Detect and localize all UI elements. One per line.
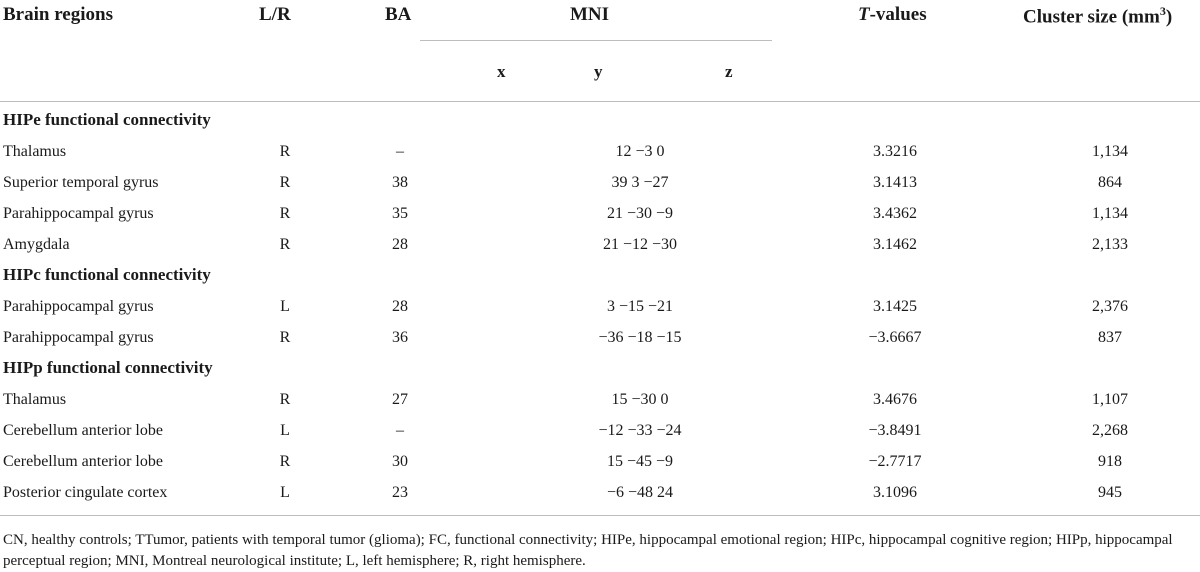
cell-lr: R — [279, 205, 291, 222]
cell-mni: 3 −15 −21 — [606, 298, 674, 315]
header-lr: L/R — [259, 4, 291, 25]
cell-cluster-size: 945 — [1098, 484, 1122, 501]
header-cluster-size — [1023, 4, 1172, 28]
cell-lr: L — [280, 422, 290, 439]
cell-lr: L — [280, 298, 290, 315]
cell-cluster-size: 2,376 — [1092, 298, 1128, 315]
header-ba: BA — [385, 4, 412, 25]
cell-cluster-size: 918 — [1098, 453, 1122, 470]
table-row — [0, 453, 1200, 484]
cell-region: Thalamus — [3, 391, 67, 408]
cell-t-value: 3.3216 — [873, 143, 917, 160]
cell-mni: −36 −18 −15 — [598, 329, 682, 346]
table-row — [0, 484, 1200, 515]
cell-region: Superior temporal gyrus — [3, 174, 159, 191]
table-row — [0, 329, 1200, 360]
mni-underline — [420, 40, 772, 41]
section-title-hipp: HIPp functional connectivity — [3, 358, 213, 377]
cell-mni: 21 −12 −30 — [602, 236, 678, 253]
cell-lr: R — [279, 391, 291, 408]
cell-ba: – — [396, 422, 404, 439]
cell-cluster-size: 1,107 — [1092, 391, 1128, 408]
table-row — [0, 298, 1200, 329]
cell-t-value: −3.8491 — [868, 422, 922, 439]
header-y: y — [594, 62, 603, 81]
cell-t-value: 3.4676 — [873, 391, 917, 408]
cell-ba: 36 — [392, 329, 408, 346]
cell-lr: R — [279, 453, 291, 470]
cell-region: Parahippocampal gyrus — [3, 298, 154, 315]
header-t-italic: T — [858, 4, 870, 25]
table-row — [0, 236, 1200, 267]
cell-t-value: −3.6667 — [868, 329, 922, 346]
cell-lr: R — [279, 143, 291, 160]
section-title-hipe: HIPe functional connectivity — [3, 110, 211, 129]
cell-lr: R — [279, 329, 291, 346]
cell-cluster-size: 837 — [1098, 329, 1122, 346]
cell-t-value: 3.1425 — [873, 298, 917, 315]
header-cluster-sup: 3 — [1159, 4, 1166, 18]
header-t-suffix: -values — [869, 4, 927, 25]
cell-region: Parahippocampal gyrus — [3, 329, 154, 346]
cell-mni: 21 −30 −9 — [606, 205, 674, 222]
cell-t-value: 3.1413 — [873, 174, 917, 191]
table-row — [0, 422, 1200, 453]
cell-ba: 28 — [392, 298, 408, 315]
cell-t-value: 3.4362 — [873, 205, 917, 222]
header-cluster-suffix: ) — [1165, 6, 1173, 28]
cell-cluster-size: 1,134 — [1092, 205, 1128, 222]
table-row — [0, 174, 1200, 205]
cell-lr: R — [279, 236, 291, 253]
header-brain-regions: Brain regions — [3, 4, 113, 25]
cell-mni: 12 −3 0 — [615, 143, 665, 160]
cell-ba: 38 — [392, 174, 408, 191]
header-mni: MNI — [570, 4, 610, 25]
cell-region: Cerebellum anterior lobe — [3, 422, 163, 439]
cell-ba: – — [396, 143, 404, 160]
cell-region: Cerebellum anterior lobe — [3, 453, 163, 470]
section-title-hipc: HIPc functional connectivity — [3, 265, 211, 284]
cell-ba: 35 — [392, 205, 408, 222]
header-x: x — [497, 62, 506, 81]
cell-t-value: −2.7717 — [868, 453, 922, 470]
cell-ba: 23 — [392, 484, 408, 501]
cell-region: Parahippocampal gyrus — [3, 205, 154, 222]
cell-ba: 28 — [392, 236, 408, 253]
cell-mni: 15 −45 −9 — [606, 453, 674, 470]
cell-lr: L — [280, 484, 290, 501]
table-footnote: CN, healthy controls; TTumor, patients with temporal tumor (glioma); FC, functional connectivity; HIPe, hippocampal emotional region; HIPc, hippocampal cognitive region; HIPp, hippocampal perceptual region; MNI, Montreal neurological institute; L, left hemisphere; R, right hemisphere. — [3, 532, 1173, 569]
cell-cluster-size: 2,268 — [1092, 422, 1128, 439]
cell-ba: 30 — [392, 453, 408, 470]
cell-lr: R — [279, 174, 291, 191]
table-row — [0, 143, 1200, 174]
cell-cluster-size: 2,133 — [1092, 236, 1128, 253]
footer-divider — [0, 515, 1200, 516]
header-z: z — [725, 62, 733, 81]
cell-t-value: 3.1462 — [873, 236, 917, 253]
cell-mni: −12 −33 −24 — [598, 422, 682, 439]
cell-mni: 15 −30 0 — [611, 391, 669, 408]
cell-mni: −6 −48 24 — [606, 484, 674, 501]
header-divider — [0, 101, 1200, 102]
table-row — [0, 391, 1200, 422]
header-cluster-prefix: Cluster size (mm — [1023, 6, 1160, 28]
cell-t-value: 3.1096 — [873, 484, 917, 501]
cell-cluster-size: 1,134 — [1092, 143, 1128, 160]
cell-mni: 39 3 −27 — [611, 174, 669, 191]
cell-ba: 27 — [392, 391, 408, 408]
table-row — [0, 205, 1200, 236]
cell-cluster-size: 864 — [1098, 174, 1122, 191]
cell-region: Thalamus — [3, 143, 67, 160]
cell-region: Posterior cingulate cortex — [3, 484, 168, 501]
cell-region: Amygdala — [3, 236, 70, 253]
header-t-values — [858, 4, 927, 26]
